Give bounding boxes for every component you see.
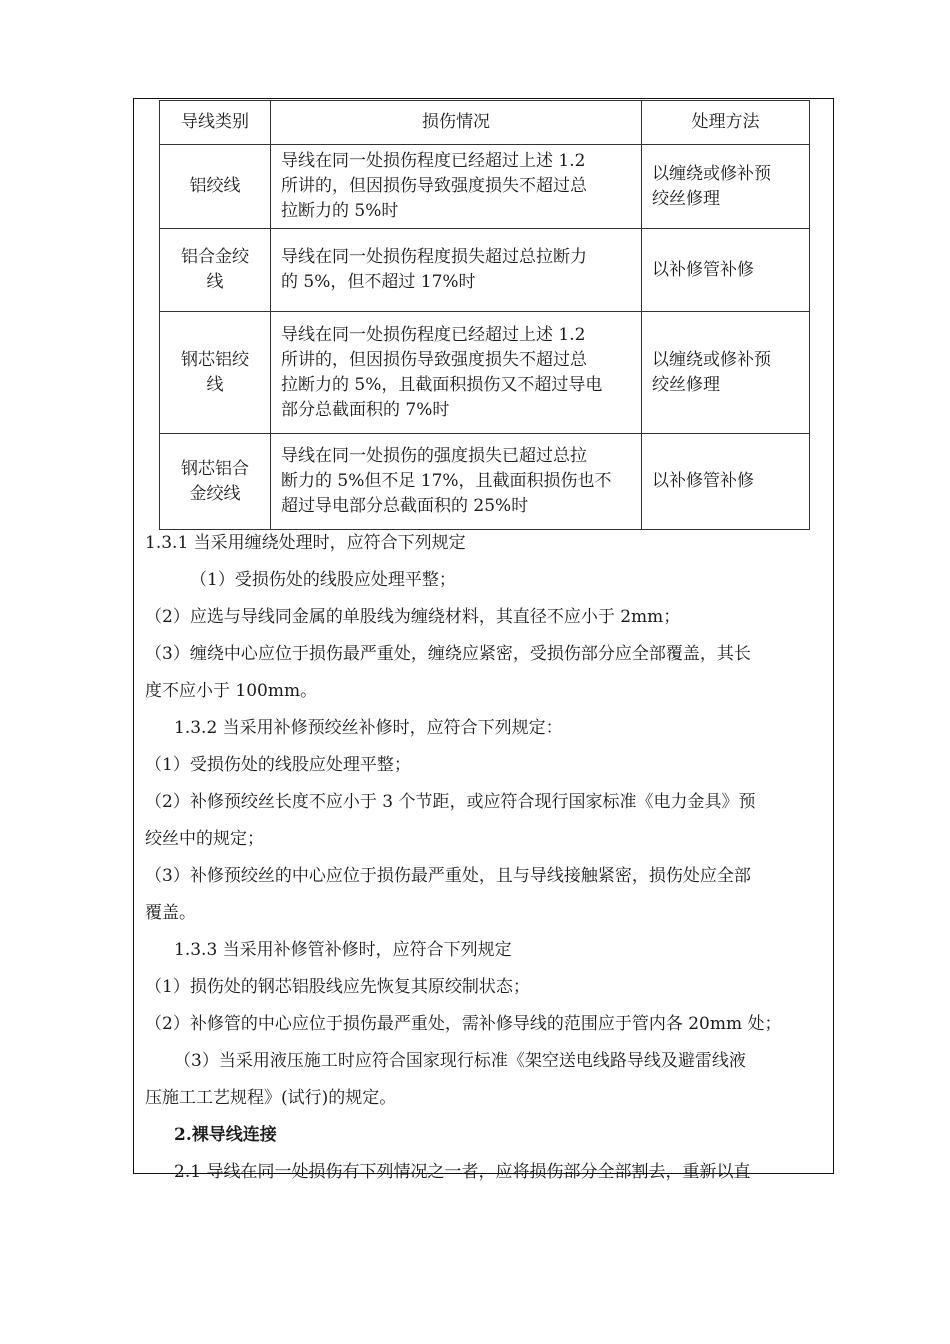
cell-method: 以缠绕或修补预 绞丝修理 bbox=[642, 312, 810, 434]
cell-method: 以缠绕或修补预 绞丝修理 bbox=[642, 145, 810, 229]
table-row bbox=[160, 229, 810, 312]
paragraph-line: （2）应选与导线同金属的单股线为缠绕材料，其直径不应小于 2mm； bbox=[145, 607, 681, 627]
cell-type: 钢芯铝绞 线 bbox=[160, 312, 271, 434]
table-row bbox=[160, 312, 810, 434]
cell-damage: 导线在同一处损伤的强度损失已超过总拉 断力的 5%但不足 17%，且截面积损伤也不 超过导电部分总截面积的 25%时 bbox=[271, 434, 642, 530]
header-method: 处理方法 bbox=[642, 101, 810, 145]
paragraph-line: （1）受损伤处的线股应处理平整； bbox=[145, 755, 411, 775]
paragraph-line: （1）受损伤处的线股应处理平整； bbox=[190, 570, 456, 590]
cell-damage: 导线在同一处损伤程度已经超过上述 1.2 所讲的，但因损伤导致强度损失不超过总 拉断力的 5%，且截面积损伤又不超过导电 部分总截面积的 7%时 bbox=[271, 312, 642, 434]
paragraph-line: 压施工工艺规程》(试行)的规定。 bbox=[145, 1088, 397, 1108]
clause-1-3-1: 1.3.1 当采用缠绕处理时，应符合下列规定 bbox=[145, 533, 466, 553]
table-header-row bbox=[160, 101, 810, 145]
table-row bbox=[160, 145, 810, 229]
cell-method: 以补修管补修 bbox=[642, 229, 810, 312]
paragraph-line: 度不应小于 100mm。 bbox=[145, 681, 318, 701]
paragraph-line: （3）补修预绞丝的中心应位于损伤最严重处，且与导线接触紧密，损伤处应全部 bbox=[145, 866, 751, 886]
paragraph-line: 2.1 导线在同一处损伤有下列情况之一者，应将损伤部分全部割去，重新以直 bbox=[174, 1162, 751, 1182]
paragraph-line: （1）损伤处的钢芯铝股线应先恢复其原绞制状态； bbox=[145, 977, 530, 997]
paragraph-line: （3）缠绕中心应位于损伤最严重处，缠绕应紧密，受损伤部分应全部覆盖，其长 bbox=[145, 644, 751, 664]
paragraph-line: （3）当采用液压施工时应符合国家现行标准《架空送电线路导线及避雷线液 bbox=[174, 1051, 746, 1071]
paragraph-line: 覆盖。 bbox=[145, 903, 196, 923]
paragraph-line: （2）补修管的中心应位于损伤最严重处，需补修导线的范围应于管内各 20mm 处； bbox=[145, 1014, 782, 1034]
table-row bbox=[160, 434, 810, 530]
cell-type: 铝绞线 bbox=[160, 145, 271, 229]
cell-damage: 导线在同一处损伤程度已经超过上述 1.2 所讲的，但因损伤导致强度损失不超过总 拉断力的 5%时 bbox=[271, 145, 642, 229]
cell-type: 铝合金绞 线 bbox=[160, 229, 271, 312]
clause-1-3-2: 1.3.2 当采用补修预绞丝补修时，应符合下列规定： bbox=[174, 718, 563, 738]
header-type: 导线类别 bbox=[160, 101, 271, 145]
cell-type: 钢芯铝合 金绞线 bbox=[160, 434, 271, 530]
header-damage: 损伤情况 bbox=[271, 101, 642, 145]
damage-table bbox=[159, 100, 810, 530]
section-heading: 2.裸导线连接 bbox=[174, 1125, 277, 1145]
clause-1-3-3: 1.3.3 当采用补修管补修时，应符合下列规定 bbox=[174, 940, 512, 960]
cell-damage: 导线在同一处损伤程度损失超过总拉断力 的 5%，但不超过 17%时 bbox=[271, 229, 642, 312]
cell-method: 以补修管补修 bbox=[642, 434, 810, 530]
paragraph-line: （2）补修预绞丝长度不应小于 3 个节距，或应符合现行国家标准《电力金具》预 bbox=[145, 792, 756, 812]
paragraph-line: 绞丝中的规定； bbox=[145, 829, 264, 849]
